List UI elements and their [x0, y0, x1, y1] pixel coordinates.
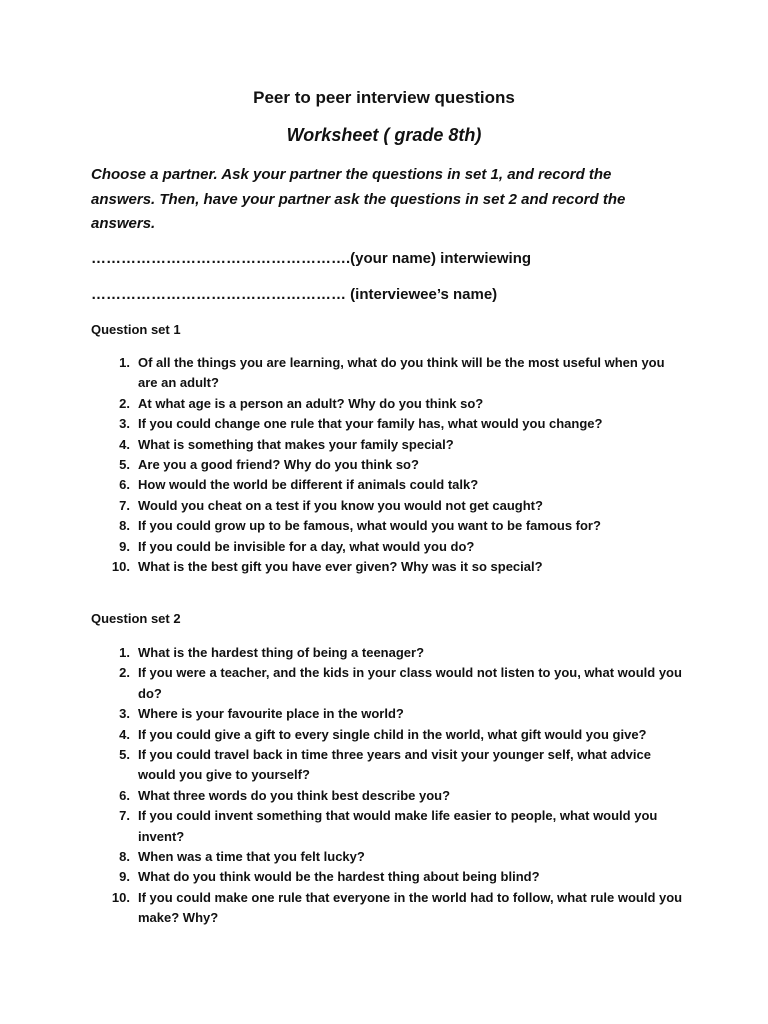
list-item — [108, 888, 683, 929]
question-number: 3. — [119, 706, 130, 722]
question-number: 1. — [119, 645, 130, 660]
question-text: What is the hardest thing of being a teenager? — [138, 645, 425, 660]
question-text: If you could give a gift to every single child in the world, what gift would you give? — [138, 726, 647, 742]
question-text: What is the best gift you have ever given? Why was it so special? — [138, 559, 543, 575]
list-item — [108, 537, 683, 557]
question-text: When was a time that you felt lucky? — [138, 849, 365, 865]
question-text: If you could travel back in time three years and visit your younger self, what advice would you give to yourself? — [138, 747, 651, 783]
question-text: What do you think would be the hardest thing about being blind? — [138, 869, 540, 885]
instructions-paragraph: Choose a partner. Ask your partner the questions in set 1, and record the answers. Then, have your partner ask the questions in set 2 and record the answers. — [91, 166, 626, 232]
list-item — [108, 435, 683, 455]
question-number: 8. — [119, 518, 130, 534]
document-subtitle: Worksheet ( grade 8th) — [286, 125, 482, 145]
question-number: 6. — [119, 787, 130, 803]
question-number: 7. — [119, 497, 130, 513]
question-number: 5. — [119, 457, 130, 473]
question-text: If you were a teacher, and the kids in your class would not listen to you, what would you do? — [138, 665, 682, 701]
question-number: 3. — [119, 416, 130, 432]
list-item — [108, 414, 683, 434]
question-number: 7. — [119, 808, 130, 824]
list-item — [108, 353, 683, 394]
question-set-1-list — [108, 353, 683, 577]
list-item — [108, 475, 683, 495]
question-text: If you could grow up to be famous, what would you want to be famous for? — [138, 518, 601, 534]
question-number: 2. — [119, 665, 130, 681]
question-number: 10. — [111, 889, 130, 905]
question-text: Are you a good friend? Why do you think so? — [138, 457, 419, 473]
question-number: 6. — [119, 477, 130, 493]
question-number: 8. — [119, 849, 130, 865]
list-item — [108, 745, 683, 786]
question-text: Would you cheat on a test if you know you would not get caught? — [138, 497, 543, 513]
your-name-line: …………………………………………….(your name) interwiewing — [91, 250, 532, 267]
list-item — [108, 643, 683, 663]
question-number: 5. — [119, 747, 130, 763]
question-number: 4. — [119, 436, 130, 452]
interviewee-name-line: …………………………………………… (interviewee’s name) — [91, 286, 498, 303]
document-title: Peer to peer interview questions — [253, 88, 515, 107]
question-number: 10. — [111, 559, 130, 575]
question-text: If you could be invisible for a day, what would you do? — [138, 538, 475, 554]
list-item — [108, 663, 683, 704]
question-text: At what age is a person an adult? Why do you think so? — [138, 395, 484, 411]
list-item — [108, 496, 683, 516]
question-text: If you could invent something that would make life easier to people, what would you invent? — [138, 808, 658, 844]
question-text: Where is your favourite place in the world? — [138, 706, 404, 722]
question-number: 1. — [119, 355, 130, 370]
list-item — [108, 806, 683, 847]
list-item — [108, 725, 683, 745]
question-text: If you could make one rule that everyone in the world had to follow, what rule would you make? Why? — [138, 889, 683, 926]
question-number: 4. — [119, 726, 130, 742]
question-number: 9. — [119, 869, 130, 885]
list-item — [108, 786, 683, 806]
list-item — [108, 557, 683, 577]
question-set-1-heading: Question set 1 — [91, 322, 181, 337]
question-set-2-heading: Question set 2 — [91, 611, 181, 626]
question-number: 2. — [119, 395, 130, 411]
question-number: 9. — [119, 538, 130, 554]
list-item — [108, 867, 683, 887]
question-text: Of all the things you are learning, what do you think will be the most useful when you are an adult? — [138, 355, 665, 391]
question-text: How would the world be different if animals could talk? — [138, 477, 479, 493]
list-item — [108, 516, 683, 536]
question-text: What is something that makes your family special? — [138, 436, 454, 452]
list-item — [108, 394, 683, 414]
list-item — [108, 704, 683, 724]
question-text: What three words do you think best describe you? — [138, 787, 451, 803]
question-text: If you could change one rule that your family has, what would you change? — [138, 416, 603, 432]
question-set-2-list — [108, 643, 683, 929]
list-item — [108, 847, 683, 867]
list-item — [108, 455, 683, 475]
